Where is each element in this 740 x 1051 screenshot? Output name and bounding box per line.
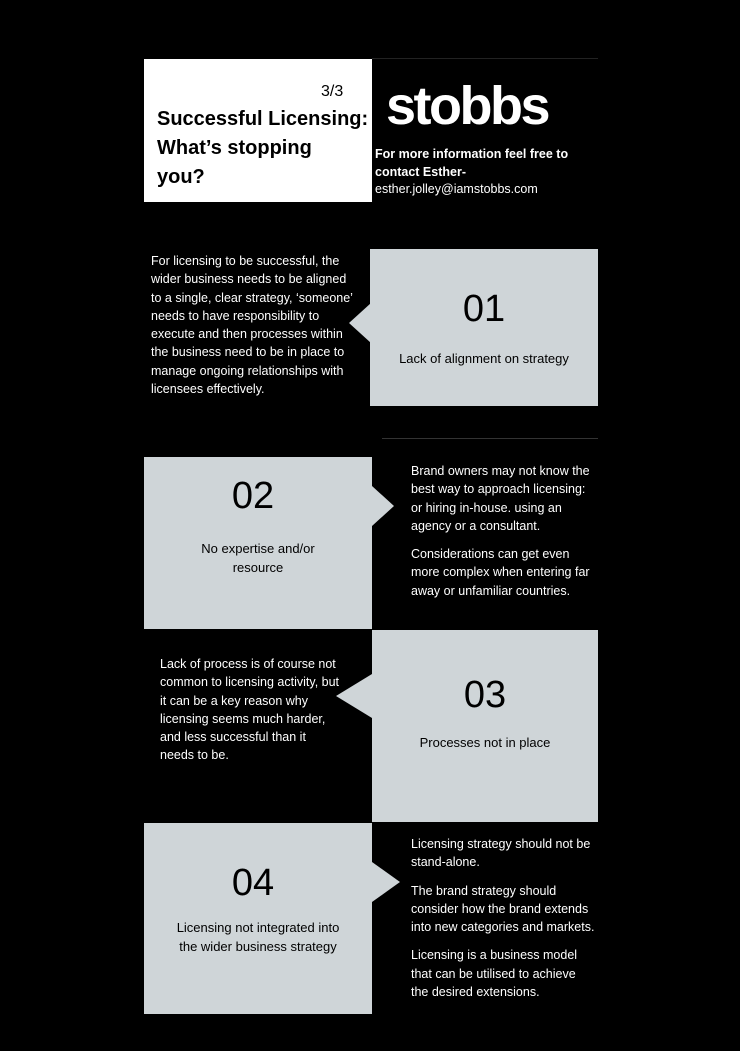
page-indicator: 3/3 <box>321 83 344 100</box>
section-04-text: Licensing strategy should not be stand-alone. The brand strategy should consider how the brand extends into new categories and markets. Licensing is a business model that can be utilised to achieve the desired extensions. <box>411 837 595 1000</box>
section-02-text: Brand owners may not know the best way to approach licensing: or hiring in-house. using an agency or a consultant. Considerations can get even more complex when entering far away or unfamiliar countries. <box>411 464 590 598</box>
section-02-pointer <box>372 486 394 526</box>
title-box <box>144 59 372 202</box>
section-01-text: For licensing to be successful, the wider business needs to be aligned to a single, clear strategy, ‘someone’ needs to have responsibility to execute and then processes within the business need to be in place to manage ongoing relationships with licensees effectively. <box>151 254 353 397</box>
section-02-label: No expertise and/or resource <box>201 541 315 575</box>
section-02-panel <box>144 457 372 629</box>
section-01-pointer <box>349 303 371 343</box>
section-04-pointer <box>372 862 400 902</box>
stobbs-logo: stobbs <box>386 76 549 136</box>
section-03-number: 03 <box>463 674 507 716</box>
section-03-panel <box>372 630 598 822</box>
section-03-text: Lack of process is of course not common to licensing activity, but it can be a key reason why licensing seems much harder, and less successful than it needs to be. <box>160 657 340 763</box>
page-title: Successful Licensing: What’s stopping you? <box>157 108 369 188</box>
section-03-pointer <box>336 674 372 718</box>
divider <box>382 438 598 439</box>
section-01-label: Lack of alignment on strategy <box>399 351 569 366</box>
contact-text: For more information feel free to contact Esther- <box>375 147 569 179</box>
section-01-number: 01 <box>462 288 506 330</box>
section-04-number: 04 <box>231 862 275 904</box>
section-01-panel <box>370 249 598 406</box>
section-04-label: Licensing not integrated into the wider business strategy <box>176 920 340 954</box>
contact-email: esther.jolley@iamstobbs.com <box>375 182 538 196</box>
section-03-label: Processes not in place <box>419 735 551 750</box>
section-04-panel <box>144 823 372 1014</box>
section-02-number: 02 <box>231 475 275 517</box>
top-rule <box>372 58 598 59</box>
